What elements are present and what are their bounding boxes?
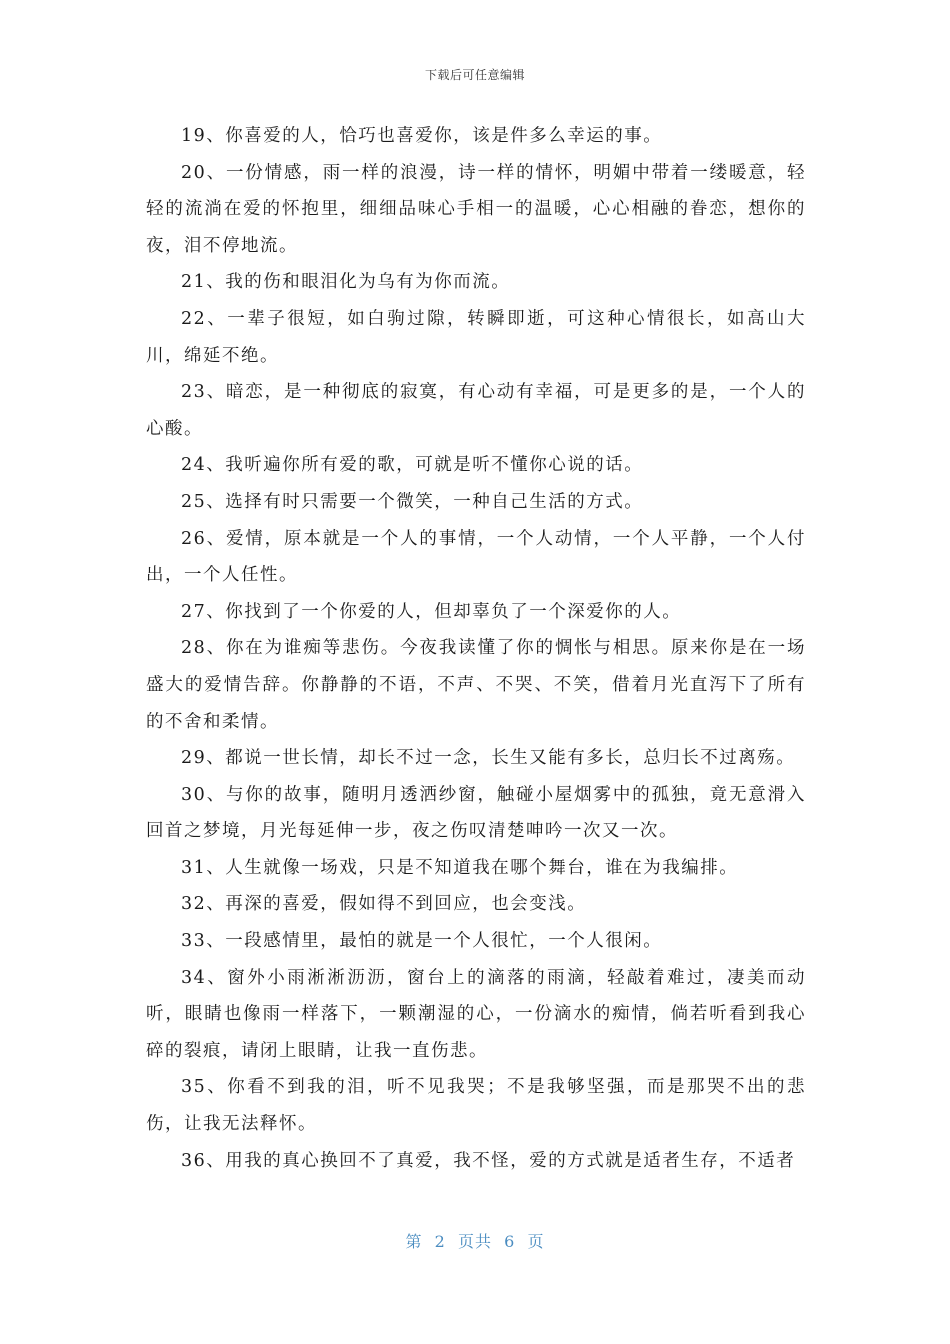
paragraph-22: 22、一辈子很短，如白驹过隙，转瞬即逝，可这种心情很长，如高山大川，绵延不绝。 <box>146 308 806 366</box>
paragraph-20: 20、一份情感，雨一样的浪漫，诗一样的情怀，明媚中带着一缕暖意，轻轻的流淌在爱的怀抱里，细细品味心手相一的温暖，心心相融的眷恋，想你的夜，泪不停地流。 <box>146 162 806 256</box>
paragraph-35: 35、你看不到我的泪，听不见我哭；不是我够坚强，而是那哭不出的悲伤，让我无法释怀。 <box>146 1077 806 1135</box>
paragraph-27: 27、你找到了一个你爱的人，但却辜负了一个深爱你的人。 <box>181 601 682 622</box>
paragraph-21: 21、我的伤和眼泪化为乌有为你而流。 <box>181 272 511 293</box>
paragraph-29: 29、都说一世长情，却长不过一念，长生又能有多长，总归长不过离殇。 <box>181 748 796 769</box>
page-header: 下载后可任意编辑 <box>424 68 525 82</box>
paragraph-26: 26、爱情，原本就是一个人的事情，一个人动情，一个人平静，一个人付出，一个人任性。 <box>146 528 806 586</box>
paragraph-28: 28、你在为谁痴等悲伤。今夜我读懂了你的惆怅与相思。原来你是在一场盛大的爱情告辞。你静静的不语，不声、不哭、不笑，借着月光直泻下了所有的不舍和柔情。 <box>146 638 806 732</box>
page-number-footer: 第 2 页共 6 页 <box>405 1232 545 1251</box>
paragraph-31: 31、人生就像一场戏，只是不知道我在哪个舞台，谁在为我编排。 <box>181 857 739 878</box>
paragraph-19: 19、你喜爱的人，恰巧也喜爱你，该是件多么幸运的事。 <box>181 126 663 146</box>
paragraph-34: 34、窗外小雨淅淅沥沥，窗台上的滴落的雨滴，轻敲着难过，凄美而动听，眼睛也像雨一样落下，一颗潮湿的心，一份滴水的痴情，倘若听看到我心碎的裂痕，请闭上眼睛，让我一直伤悲。 <box>146 967 806 1061</box>
paragraph-25: 25、选择有时只需要一个微笑，一种自己生活的方式。 <box>181 491 644 512</box>
paragraph-32: 32、再深的喜爱，假如得不到回应，也会变浅。 <box>181 894 587 915</box>
paragraph-30: 30、与你的故事，随明月透洒纱窗，触碰小屋烟雾中的孤独，竟无意滑入回首之梦境，月光每延伸一步，夜之伤叹清楚呻吟一次又一次。 <box>146 784 806 842</box>
paragraph-24: 24、我听遍你所有爱的歌，可就是听不懂你心说的话。 <box>181 455 644 476</box>
paragraph-36: 36、用我的真心换回不了真爱，我不怪，爱的方式就是适者生存，不适者 <box>181 1150 796 1171</box>
paragraph-33: 33、一段感情里，最怕的就是一个人很忙，一个人很闲。 <box>181 931 663 952</box>
document-body <box>146 118 806 1179</box>
paragraph-23: 23、暗恋，是一种彻底的寂寞，有心动有幸福，可是更多的是，一个人的心酸。 <box>146 382 806 439</box>
